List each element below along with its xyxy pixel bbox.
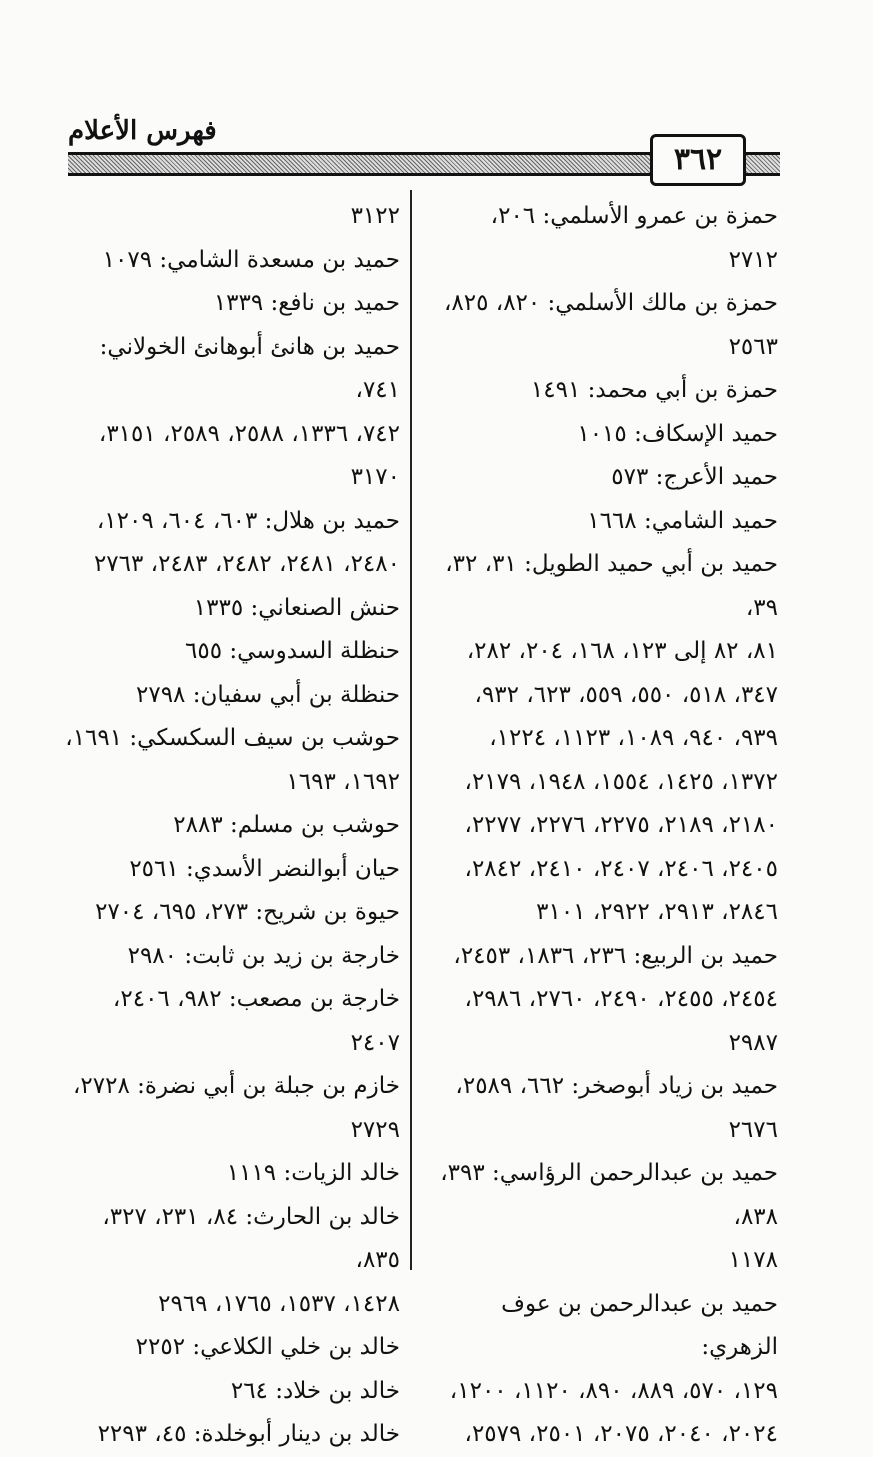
index-line: حمزة بن أبي محمد: ١٤٩١ [530, 377, 778, 403]
index-line: حميد بن مسعدة الشامي: ١٠٧٩ [102, 246, 400, 273]
header-title: فهرس الأعلام [68, 116, 217, 146]
index-line: حميد بن هلال: ٦٠٣، ٦٠٤، ١٢٠٩، [96, 507, 400, 534]
index-line: ١٤٢٨، ١٥٣٧، ١٧٦٥، ٢٩٦٩ [158, 1290, 400, 1317]
column-divider [410, 190, 412, 1270]
index-line: خالد بن دينار أبوخلدة: ٤٥، ٢٢٩٣ [97, 1421, 400, 1447]
index-line: ٣١٧٠ [350, 464, 400, 490]
index-line: ١٢٩، ٥٧٠، ٨٨٩، ٨٩٠، ١١٢٠، ١٢٠٠، [449, 1377, 778, 1404]
index-line: حيوة بن شريح: ٢٧٣، ٦٩٥، ٢٧٠٤ [95, 899, 400, 925]
index-line: حميد بن أبي حميد الطويل: ٣١، ٣٢، ٣٩، [445, 551, 778, 621]
index-line: خالد بن الحارث: ٨٤، ٢٣١، ٣٢٧، ٨٣٥، [102, 1203, 400, 1273]
index-line: خالد الزيات: ١١١٩ [226, 1160, 400, 1186]
index-line: ٢٤٨٠، ٢٤٨١، ٢٤٨٢، ٢٤٨٣، ٢٧٦٣ [93, 551, 400, 577]
index-line: حمزة بن مالك الأسلمي: ٨٢٠، ٨٢٥، [443, 290, 778, 316]
index-line: حنش الصنعاني: ١٣٣٥ [193, 594, 400, 621]
index-line: خالد بن خلي الكلاعي: ٢٢٥٢ [135, 1334, 400, 1360]
index-line: ٢٤٥٤، ٢٤٥٥، ٢٤٩٠، ٢٧٦٠، ٢٩٨٦، [464, 986, 778, 1012]
right-column [438, 195, 778, 1457]
index-line: ١٣٧٢، ١٤٢٥، ١٥٥٤، ١٩٤٨، ٢١٧٩، [464, 768, 778, 795]
index-line: ٧٤٢، ١٣٣٦، ٢٥٨٨، ٢٥٨٩، ٣١٥١، [98, 420, 400, 447]
index-line: حنظلة السدوسي: ٦٥٥ [185, 638, 400, 664]
index-line: ٢١٨٠، ٢١٨٩، ٢٢٧٥، ٢٢٧٦، ٢٢٧٧، [464, 812, 778, 838]
index-line: ٣٤٧، ٥١٨، ٥٥٠، ٥٥٩، ٦٢٣، ٩٣٢، [474, 681, 778, 708]
index-line: ١٦٩٢، ١٦٩٣ [286, 768, 400, 795]
index-line: حيان أبوالنضر الأسدي: ٢٥٦١ [129, 855, 400, 882]
index-line: ٢٠٢٤، ٢٠٤٠، ٢٠٧٥، ٢٥٠١، ٢٥٧٩، [464, 1421, 778, 1447]
index-line: حميد بن نافع: ١٣٣٩ [213, 290, 400, 316]
index-line: ٢٤٠٥، ٢٤٠٦، ٢٤٠٧، ٢٤١٠، ٢٨٤٢، [464, 855, 778, 882]
index-line: حميد بن زياد أبوصخر: ٦٦٢، ٢٥٨٩، [455, 1073, 778, 1099]
index-line: خارجة بن زيد بن ثابت: ٢٩٨٠ [127, 942, 400, 969]
left-column [60, 195, 400, 1457]
index-line: خارجة بن مصعب: ٩٨٢، ٢٤٠٦، ٢٤٠٧ [112, 986, 400, 1056]
index-line: حنظلة بن أبي سفيان: ٢٧٩٨ [135, 681, 400, 708]
index-line: حميد بن هانئ أبوهانئ الخولاني: ٧٤١، [99, 333, 400, 403]
index-line: ٨١، ٨٢ إلى ١٢٣، ١٦٨، ٢٠٤، ٢٨٢، [466, 638, 778, 664]
index-line: ١١٧٨ [728, 1247, 778, 1273]
index-line: حميد بن عبدالرحمن بن عوف الزهري: [501, 1290, 778, 1360]
index-line: ٩٣٩، ٩٤٠، ١٠٨٩، ١١٢٣، ١٢٢٤، [489, 725, 778, 751]
index-line: ٢٩٨٧ [728, 1029, 778, 1056]
index-line: خالد بن خلاد: ٢٦٤ [230, 1377, 400, 1404]
index-line: حميد الأعرج: ٥٧٣ [611, 464, 778, 490]
index-line: حميد الشامي: ١٦٦٨ [587, 507, 778, 534]
page-number: ٣٦٢ [650, 134, 746, 186]
index-line: حوشب بن سيف السكسكي: ١٦٩١، [65, 725, 400, 751]
index-line: حوشب بن مسلم: ٢٨٨٣ [173, 812, 400, 838]
index-line: حميد بن الربيع: ٢٣٦، ١٨٣٦، ٢٤٥٣، [453, 942, 778, 969]
index-line: ٢٦٧٦ [728, 1116, 778, 1143]
index-line: ٣١٢٢ [350, 203, 400, 229]
index-line: حمزة بن عمرو الأسلمي: ٢٠٦، ٢٧١٢ [490, 203, 778, 273]
index-line: حميد الإسكاف: ١٠١٥ [577, 420, 778, 447]
index-line: ٢٨٤٦، ٢٩١٣، ٢٩٢٢، ٣١٠١ [536, 899, 778, 925]
index-line: ٢٥٦٣ [728, 333, 778, 360]
page-header [68, 112, 780, 192]
index-line: حميد بن عبدالرحمن الرؤاسي: ٣٩٣، ٨٣٨، [440, 1160, 778, 1230]
index-line: خازم بن جبلة بن أبي نضرة: ٢٧٢٨، ٢٧٢٩ [72, 1073, 400, 1143]
